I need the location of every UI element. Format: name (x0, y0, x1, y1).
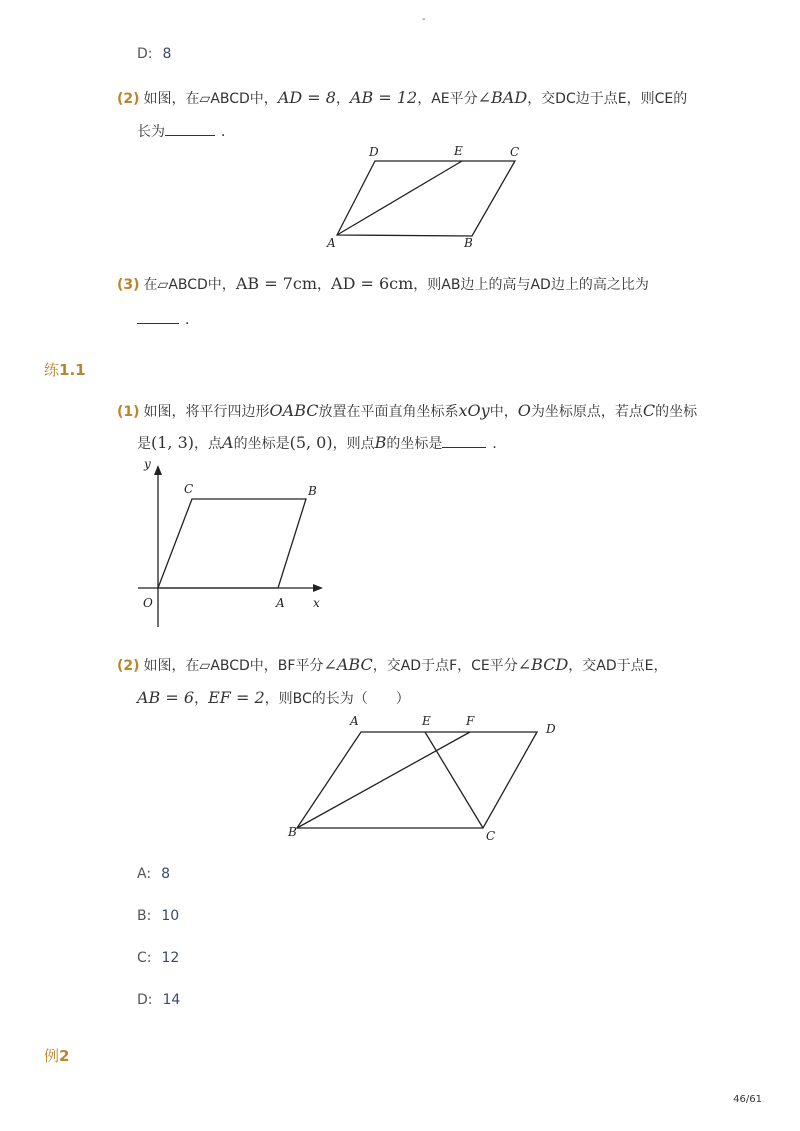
text: ， (317, 277, 332, 293)
label-y: y (144, 457, 151, 471)
math-expr: xOy (458, 401, 490, 420)
practice-1-line1 (117, 401, 697, 422)
text: ． (492, 436, 507, 452)
figure-parallelogram-bf-ce (280, 708, 570, 850)
option-value: 12 (161, 950, 180, 966)
option-value: 8 (162, 46, 172, 62)
option-d-prev[interactable] (137, 46, 171, 62)
question-number: (3) (117, 277, 140, 293)
segment-ce (425, 732, 483, 828)
label-b: B (288, 825, 297, 839)
math-expr: ∠BCD (517, 655, 569, 674)
math-expr: OABC (269, 401, 319, 420)
answer-blank[interactable] (442, 433, 486, 448)
text: ，则点 (332, 436, 375, 452)
label-o: O (143, 596, 153, 610)
text: 的坐标是 (386, 436, 443, 452)
text: 长为 (137, 124, 165, 140)
label-b: B (464, 236, 473, 250)
option-b[interactable] (137, 908, 179, 924)
math-expr: O (517, 401, 531, 420)
text: ，则AB边上的高与AD边上的高之比为 (413, 277, 649, 293)
label-d: D (369, 145, 379, 159)
label-e: E (422, 714, 431, 728)
top-mark: - (422, 14, 426, 25)
text: ，交DC边于点E，则CE的 (527, 91, 688, 107)
practice-2-line1 (117, 655, 668, 676)
text: ，交AD于点E， (568, 658, 668, 674)
math-expr: ∠ABC (323, 655, 373, 674)
label-d: D (546, 722, 556, 736)
section-number: 1.1 (59, 361, 86, 379)
text: 为坐标原点，若点 (530, 404, 643, 420)
text: 的坐标是 (233, 436, 290, 452)
text: ，则BC的长为（ ） (264, 691, 410, 707)
text: 如图，将平行四边形 (143, 404, 270, 420)
parallelogram-outline (337, 161, 515, 236)
page-number: 46/61 (733, 1094, 762, 1105)
text: ，AE平分 (417, 91, 478, 107)
text: 的坐标 (655, 404, 698, 420)
math-expr: (5, 0) (289, 433, 333, 452)
math-expr: AB = 12 (349, 88, 418, 107)
math-expr: A (222, 433, 234, 452)
text: 如图，在▱ABCD中，BF平分 (143, 658, 324, 674)
option-value: 8 (161, 866, 170, 882)
label-b: B (308, 484, 317, 498)
math-expr: (1, 3) (151, 433, 195, 452)
option-value: 10 (161, 908, 180, 924)
practice-1-line2 (137, 433, 506, 454)
question-2-line2 (137, 121, 235, 142)
section-heading-example-2 (44, 1045, 69, 1066)
section-prefix: 练 (44, 361, 60, 379)
question-number: (2) (117, 91, 140, 107)
option-value: 14 (162, 992, 181, 1008)
question-number: (2) (117, 658, 140, 674)
option-c[interactable] (137, 950, 179, 966)
text: ， (194, 691, 209, 707)
question-number: (1) (117, 404, 140, 420)
answer-blank[interactable] (137, 309, 179, 324)
text: 中， (489, 404, 518, 420)
practice-2-line2 (137, 688, 410, 709)
text: 是 (137, 436, 151, 452)
math-expr: B (374, 433, 387, 452)
label-f: F (466, 714, 475, 728)
text: ，点 (194, 436, 223, 452)
parallelogram-oabc (158, 499, 306, 588)
label-a: A (276, 596, 285, 610)
text: ． (221, 124, 235, 140)
answer-blank[interactable] (165, 121, 215, 136)
text: 在▱ABCD中， (143, 277, 236, 293)
text: 如图，在▱ABCD中， (143, 91, 278, 107)
math-expr: ∠BAD (477, 88, 528, 107)
y-axis-arrow (154, 465, 162, 475)
text: 放置在平面直角坐标系 (318, 404, 459, 420)
label-c: C (510, 145, 520, 159)
label-c: C (486, 829, 496, 843)
math-expr: AD = 8 (277, 88, 336, 107)
option-d[interactable] (137, 992, 180, 1008)
x-axis-arrow (313, 584, 323, 592)
text: ，交AD于点F，CE平分 (372, 658, 518, 674)
question-2-line1 (117, 88, 687, 109)
option-letter: D: (137, 46, 153, 62)
label-e: E (454, 144, 463, 158)
figure-coordinate-parallelogram (130, 455, 340, 633)
math-expr: AB = 7cm (235, 274, 318, 293)
question-3-line2 (137, 309, 199, 330)
label-c: C (184, 482, 194, 496)
math-expr: AB = 6 (137, 688, 195, 707)
figure-parallelogram-abcd (320, 140, 530, 252)
parallelogram-outline (297, 732, 537, 828)
text: ， (335, 91, 350, 107)
option-a[interactable] (137, 866, 170, 882)
text: ． (185, 312, 199, 328)
option-letter: C: (137, 950, 152, 966)
question-3-line1 (117, 274, 649, 295)
section-heading-practice-1-1 (44, 359, 86, 380)
option-letter: B: (137, 908, 152, 924)
section-prefix: 例 (44, 1047, 60, 1065)
section-number: 2 (59, 1047, 70, 1065)
label-a: A (327, 236, 336, 250)
option-letter: A: (137, 866, 152, 882)
math-expr: C (642, 401, 656, 420)
label-a: A (350, 714, 359, 728)
math-expr: AD = 6cm (331, 274, 414, 293)
label-x: x (313, 596, 320, 610)
math-expr: EF = 2 (208, 688, 265, 707)
segment-bf (297, 732, 470, 828)
option-letter: D: (137, 992, 153, 1008)
